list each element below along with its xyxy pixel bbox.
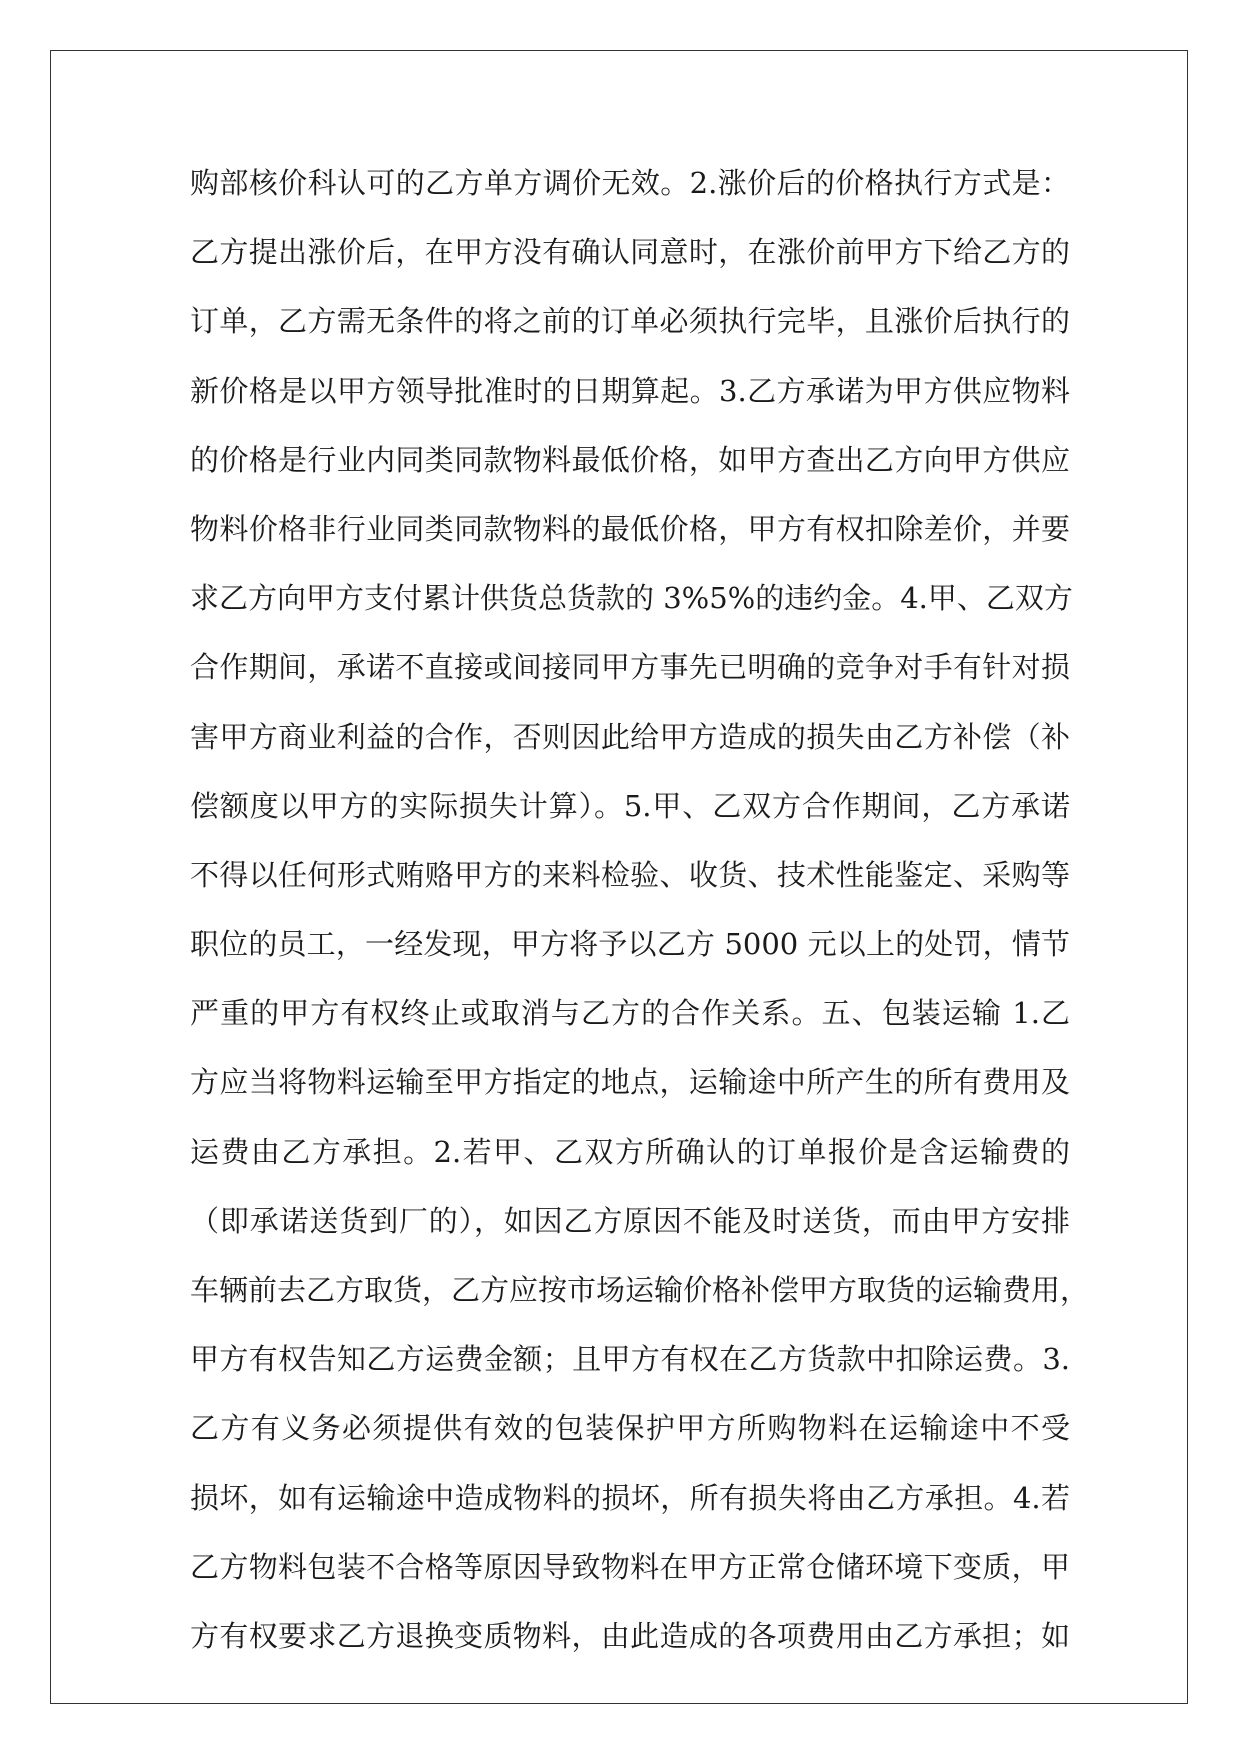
text-line: 车辆前去乙方取货，乙方应按市场运输价格补偿甲方取货的运输费用， (190, 1273, 1090, 1307)
text-line: 购部核价科认可的乙方单方调价无效。2.涨价后的价格执行方式是： (190, 166, 1070, 200)
body-text (190, 163, 1090, 1685)
text-line: 严重的甲方有权终止或取消与乙方的合作关系。五、包装运输 1.乙 (190, 996, 1070, 1031)
text-line: 方应当将物料运输至甲方指定的地点，运输途中所产生的所有费用及 (190, 1065, 1070, 1100)
text-line: 职位的员工，一经发现，甲方将予以乙方 5000 元以上的处罚，情节 (190, 927, 1070, 962)
text-line: 的价格是行业内同类同款物料最低价格，如甲方查出乙方向甲方供应 (190, 442, 1070, 477)
text-line: 合作期间，承诺不直接或间接同甲方事先已明确的竞争对手有针对损 (190, 650, 1070, 685)
text-line: 乙方有义务必须提供有效的包装保护甲方所购物料在运输途中不受 (190, 1411, 1070, 1446)
text-line: 物料价格非行业同类同款物料的最低价格，甲方有权扣除差价，并要 (190, 511, 1070, 546)
text-line: 损坏，如有运输途中造成物料的损坏，所有损失将由乙方承担。4.若 (190, 1480, 1070, 1515)
text-line: 偿额度以甲方的实际损失计算）。5.甲、乙双方合作期间，乙方承诺 (190, 788, 1070, 823)
text-line: 新价格是以甲方领导批准时的日期算起。3.乙方承诺为甲方供应物料 (190, 373, 1070, 408)
text-line: （即承诺送货到厂的），如因乙方原因不能及时送货，而由甲方安排 (190, 1203, 1070, 1238)
text-line: 运费由乙方承担。2.若甲、乙双方所确认的订单报价是含运输费的 (190, 1134, 1070, 1169)
text-line: 订单，乙方需无条件的将之前的订单必须执行完毕，且涨价后执行的 (190, 304, 1070, 339)
text-line: 乙方物料包装不合格等原因导致物料在甲方正常仓储环境下变质，甲 (190, 1549, 1070, 1584)
text-line: 方有权要求乙方退换变质物料，由此造成的各项费用由乙方承担；如 (190, 1618, 1070, 1653)
text-line: 甲方有权告知乙方运费金额；且甲方有权在乙方货款中扣除运费。3. (190, 1342, 1070, 1377)
text-line: 害甲方商业利益的合作，否则因此给甲方造成的损失由乙方补偿（补 (190, 719, 1070, 754)
text-line: 乙方提出涨价后，在甲方没有确认同意时，在涨价前甲方下给乙方的 (190, 235, 1070, 270)
text-line: 求乙方向甲方支付累计供货总货款的 3%5%的违约金。4.甲、乙双方 (190, 581, 1073, 616)
text-line: 不得以任何形式贿赂甲方的来料检验、收货、技术性能鉴定、采购等 (190, 857, 1070, 892)
